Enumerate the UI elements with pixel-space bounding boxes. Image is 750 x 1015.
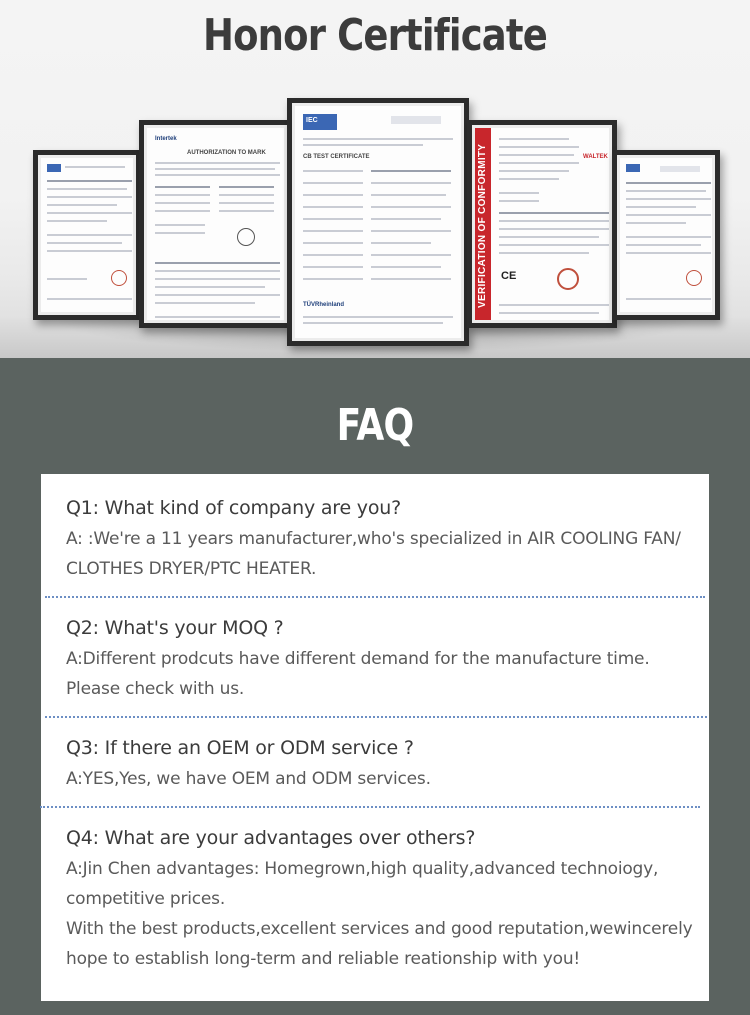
- certificate-paper-5: [617, 155, 715, 315]
- faq-answer-4-line-4: hope to establish long-term and reliable reationship with you!: [66, 949, 581, 969]
- certificate-4-title: VERIFICATION OF CONFORMITY: [477, 143, 488, 308]
- certificate-paper-3: [292, 103, 464, 341]
- certificate-2-title: AUTHORIZATION TO MARK: [187, 150, 266, 156]
- certificate-heading: Honor Certificate: [203, 10, 547, 61]
- faq-divider: [45, 596, 705, 598]
- waltek-badge: WALTEK: [583, 154, 608, 160]
- faq-question-4: Q4: What are your advantages over others?: [66, 827, 476, 849]
- certificate-paper-2: [144, 125, 287, 323]
- faq-answer-4-line-1: A:Jin Chen advantages: Homegrown,high quality,advanced technoiogy,: [66, 859, 659, 879]
- iec-badge: IEC: [306, 117, 318, 124]
- faq-answer-3-line-1: A:YES,Yes, we have OEM and ODM services.: [66, 769, 431, 789]
- faq-answer-2-line-1: A:Different prodcuts have different demand for the manufacture time.: [66, 649, 650, 669]
- certificate-frame-1: [33, 150, 141, 320]
- certificate-3-title: CB TEST CERTIFICATE: [303, 154, 370, 160]
- certificate-frame-4: [467, 120, 617, 328]
- faq-answer-4-line-2: competitive prices.: [66, 889, 226, 909]
- ce-mark: CE: [501, 270, 517, 282]
- certificate-frame-2: [139, 120, 292, 328]
- intertek-badge: Intertek: [155, 136, 177, 142]
- conformity-band: [475, 128, 491, 320]
- certificate-section: [0, 0, 750, 358]
- faq-heading: FAQ: [336, 400, 414, 451]
- faq-answer-1-line-2: CLOTHES DRYER/PTC HEATER.: [66, 559, 317, 579]
- certificate-frame-3: [287, 98, 469, 346]
- certificate-paper-4: [472, 125, 612, 323]
- faq-divider: [45, 716, 707, 718]
- certificate-paper-1: [38, 155, 136, 315]
- faq-question-1: Q1: What kind of company are you?: [66, 497, 401, 519]
- certificate-frame-5: [612, 150, 720, 320]
- faq-answer-1-line-1: A: :We're a 11 years manufacturer,who's specialized in AIR COOLING FAN/: [66, 529, 681, 549]
- red-stamp: [557, 268, 579, 290]
- faq-divider: [40, 806, 700, 808]
- faq-answer-2-line-2: Please check with us.: [66, 679, 245, 699]
- faq-answer-4-line-3: With the best products,excellent services and good reputation,wewincerely: [66, 919, 693, 939]
- faq-question-2: Q2: What's your MOQ ?: [66, 617, 284, 639]
- tuv-badge: TÜVRheinland: [303, 302, 345, 308]
- faq-question-3: Q3: If there an OEM or ODM service ?: [66, 737, 414, 759]
